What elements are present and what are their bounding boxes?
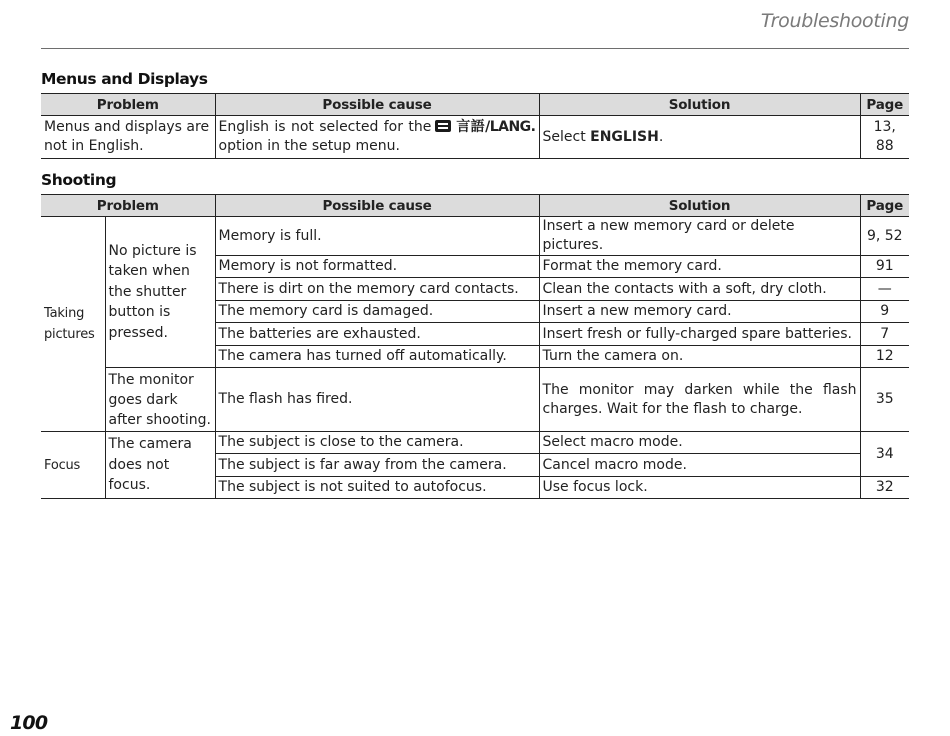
- solution-cell: The monitor may darken while the flash charges. Wait for the flash to charge.: [539, 368, 860, 432]
- solution-cell: [539, 116, 860, 159]
- col-cause-header: Possible cause: [215, 195, 539, 217]
- page-cell: 32: [860, 477, 909, 499]
- cause-text: English is not selected for the: [218, 119, 432, 135]
- page-cell: 35: [860, 368, 909, 432]
- cause-text: option in the setup menu.: [218, 138, 400, 154]
- page-cell: 12: [860, 346, 909, 368]
- page-number: 100: [10, 712, 48, 734]
- cause-cell: There is dirt on the memory card contacts.: [215, 278, 539, 301]
- solution-cell: Turn the camera on.: [539, 346, 860, 368]
- solution-cell: Clean the contacts with a soft, dry cloth.: [539, 278, 860, 301]
- category-cell-focus: Focus: [41, 432, 105, 499]
- solution-cell: Format the memory card.: [539, 256, 860, 278]
- solution-cell: Insert fresh or fully-charged spare batteries.: [539, 323, 860, 346]
- solution-cell: Select macro mode.: [539, 432, 860, 454]
- solution-cell: Insert a new memory card or delete pictures.: [539, 217, 860, 256]
- cause-cell: The camera has turned off automatically.: [215, 346, 539, 368]
- page-cell: 9, 52: [860, 217, 909, 256]
- page-cell: 9: [860, 301, 909, 323]
- col-page-header: Page: [860, 94, 909, 116]
- problem-cell: The monitor goes dark after shooting.: [105, 368, 215, 432]
- page-cell: 13, 88: [860, 116, 909, 159]
- solution-cell: Cancel macro mode.: [539, 454, 860, 477]
- solution-bold-text: ENGLISH: [590, 128, 659, 145]
- col-cause-header: Possible cause: [215, 94, 539, 116]
- cause-cell: The subject is far away from the camera.: [215, 454, 539, 477]
- cause-cell: The memory card is damaged.: [215, 301, 539, 323]
- cause-cell: The subject is close to the camera.: [215, 432, 539, 454]
- col-page-header: Page: [860, 195, 909, 217]
- lang-menu-label: 言語/LANG.: [455, 119, 536, 135]
- header-rule: [41, 48, 909, 49]
- solution-period: .: [658, 128, 664, 145]
- setup-menu-icon: [435, 120, 451, 132]
- table-row: [41, 432, 909, 454]
- table-row: [41, 116, 909, 159]
- problem-cell: The camera does not focus.: [105, 432, 215, 499]
- cause-cell: The batteries are exhausted.: [215, 323, 539, 346]
- menus-section-title: Menus and Displays: [41, 70, 208, 88]
- table-row: [41, 217, 909, 256]
- table-row: [41, 368, 909, 432]
- cause-cell: Memory is not formatted.: [215, 256, 539, 278]
- page-cell: —: [860, 278, 909, 301]
- cause-cell: The flash has fired.: [215, 368, 539, 432]
- cause-cell: [215, 116, 539, 159]
- page-cell: 34: [860, 432, 909, 477]
- shooting-section-title: Shooting: [41, 171, 117, 189]
- running-header-title: Troubleshooting: [760, 10, 909, 32]
- solution-cell: Insert a new memory card.: [539, 301, 860, 323]
- problem-cell: No picture is taken when the shutter button is pressed.: [105, 217, 215, 368]
- shooting-table-header-row: [41, 195, 909, 217]
- col-problem-header: Problem: [41, 195, 215, 217]
- page-cell: 91: [860, 256, 909, 278]
- menus-table: [41, 93, 909, 159]
- col-problem-header: Problem: [41, 94, 215, 116]
- category-cell-taking-pictures: Taking pictures: [41, 217, 105, 432]
- col-solution-header: Solution: [539, 195, 860, 217]
- solution-cell: Use focus lock.: [539, 477, 860, 499]
- problem-cell: Menus and displays are not in English.: [41, 116, 215, 159]
- cause-cell: Memory is full.: [215, 217, 539, 256]
- col-solution-header: Solution: [539, 94, 860, 116]
- solution-text: Select: [542, 128, 586, 145]
- shooting-table: [41, 194, 909, 499]
- cause-cell: The subject is not suited to autofocus.: [215, 477, 539, 499]
- menus-table-header-row: [41, 94, 909, 116]
- page-cell: 7: [860, 323, 909, 346]
